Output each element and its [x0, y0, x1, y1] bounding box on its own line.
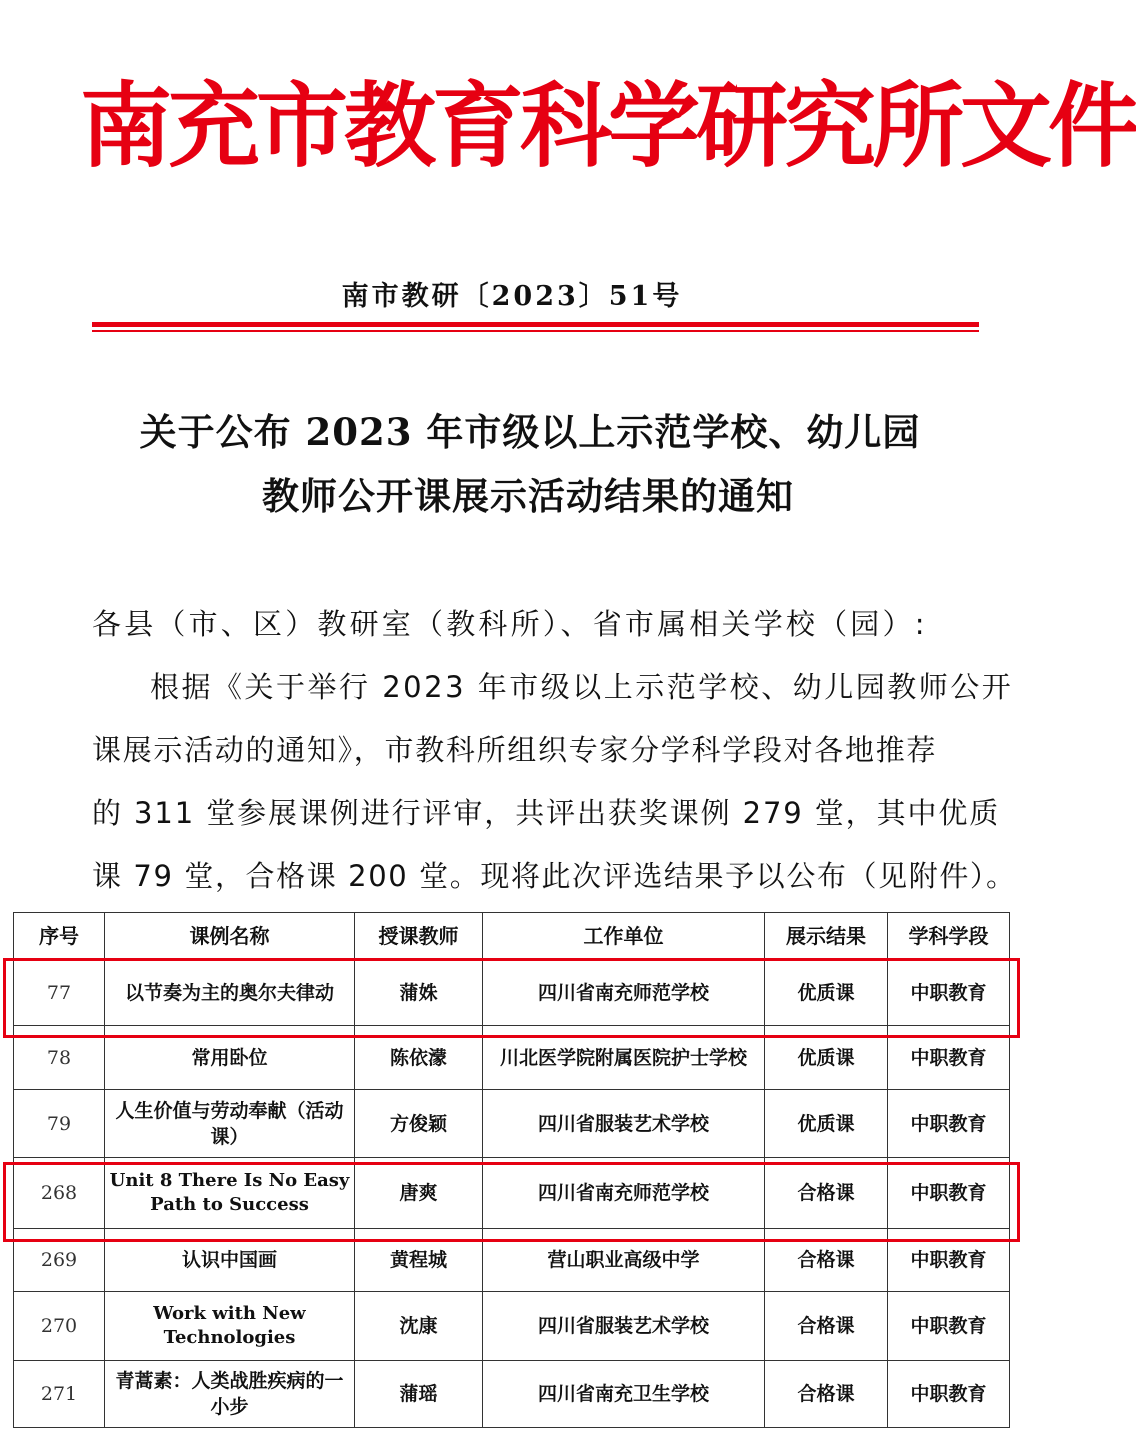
row-serial: 268	[14, 1158, 105, 1229]
row-teacher: 蒲姝	[355, 960, 483, 1026]
row-result: 优质课	[765, 1090, 888, 1158]
notice-title-line2: 教师公开课展示活动结果的通知	[262, 474, 794, 518]
row-result: 合格课	[765, 1158, 888, 1229]
row-lesson: 人生价值与劳动奉献（活动课）	[105, 1090, 355, 1158]
row-stage: 中职教育	[888, 1361, 1010, 1428]
header-stage: 学科学段	[888, 913, 1010, 960]
row-lesson: Unit 8 There Is No Easy Path to Success	[105, 1158, 355, 1229]
table-header-row	[14, 913, 1010, 960]
row-stage: 中职教育	[888, 1090, 1010, 1158]
highlight-box-row-268	[3, 1162, 1020, 1242]
header-serial: 序号	[14, 913, 105, 960]
row-teacher: 方俊颖	[355, 1090, 483, 1158]
row-result: 合格课	[765, 1229, 888, 1292]
row-unit: 营山职业高级中学	[483, 1229, 765, 1292]
row-serial: 270	[14, 1292, 105, 1361]
highlight-box-row-77	[3, 958, 1020, 1038]
red-divider-thin	[92, 330, 979, 332]
row-lesson: Work with New Technologies	[105, 1292, 355, 1361]
table-row	[14, 1090, 1010, 1158]
row-unit: 四川省服装艺术学校	[483, 1292, 765, 1361]
row-lesson: 常用卧位	[105, 1026, 355, 1090]
table-row	[14, 1292, 1010, 1361]
row-result: 合格课	[765, 1361, 888, 1428]
row-unit: 四川省服装艺术学校	[483, 1090, 765, 1158]
paragraph-line-4: 课 79 堂，合格课 200 堂。现将此次评选结果予以公布（见附件）。	[92, 859, 1017, 893]
row-serial: 269	[14, 1229, 105, 1292]
row-lesson: 认识中国画	[105, 1229, 355, 1292]
document-masthead: 南充市教育科学研究所文件	[80, 73, 1136, 180]
row-stage: 中职教育	[888, 1158, 1010, 1229]
row-result: 合格课	[765, 1292, 888, 1361]
row-teacher: 蒲瑶	[355, 1361, 483, 1428]
row-serial: 78	[14, 1026, 105, 1090]
salutation: 各县（市、区）教研室（教科所）、省市属相关学校（园）:	[92, 607, 928, 641]
paragraph-line-3: 的 311 堂参展课例进行评审，共评出获奖课例 279 堂，其中优质	[92, 796, 1001, 830]
row-unit: 川北医学院附属医院护士学校	[483, 1026, 765, 1090]
row-serial: 271	[14, 1361, 105, 1428]
row-unit: 四川省南充卫生学校	[483, 1361, 765, 1428]
row-lesson: 青蒿素：人类战胜疾病的一小步	[105, 1361, 355, 1428]
row-result: 优质课	[765, 960, 888, 1026]
header-result: 展示结果	[765, 913, 888, 960]
row-serial: 79	[14, 1090, 105, 1158]
row-teacher: 黄程城	[355, 1229, 483, 1292]
row-lesson: 以节奏为主的奥尔夫律动	[105, 960, 355, 1026]
row-teacher: 唐爽	[355, 1158, 483, 1229]
table-row	[14, 1361, 1010, 1428]
red-divider-thick	[92, 322, 979, 327]
row-stage: 中职教育	[888, 1292, 1010, 1361]
row-result: 优质课	[765, 1026, 888, 1090]
row-stage: 中职教育	[888, 960, 1010, 1026]
row-serial: 77	[14, 960, 105, 1026]
document-number: 南市教研〔2023〕51号	[341, 281, 683, 312]
header-work-unit: 工作单位	[483, 913, 765, 960]
row-unit: 四川省南充师范学校	[483, 1158, 765, 1229]
header-lesson-name: 课例名称	[105, 913, 355, 960]
row-stage: 中职教育	[888, 1026, 1010, 1090]
row-teacher: 沈康	[355, 1292, 483, 1361]
notice-title-line1: 关于公布 2023 年市级以上示范学校、幼儿园	[139, 410, 921, 454]
header-teacher: 授课教师	[355, 913, 483, 960]
row-unit: 四川省南充师范学校	[483, 960, 765, 1026]
paragraph-line-1: 根据《关于举行 2023 年市级以上示范学校、幼儿园教师公开	[150, 670, 1014, 704]
row-teacher: 陈依濛	[355, 1026, 483, 1090]
paragraph-line-2: 课展示活动的通知》，市教科所组织专家分学科学段对各地推荐	[92, 733, 938, 767]
row-stage: 中职教育	[888, 1229, 1010, 1292]
